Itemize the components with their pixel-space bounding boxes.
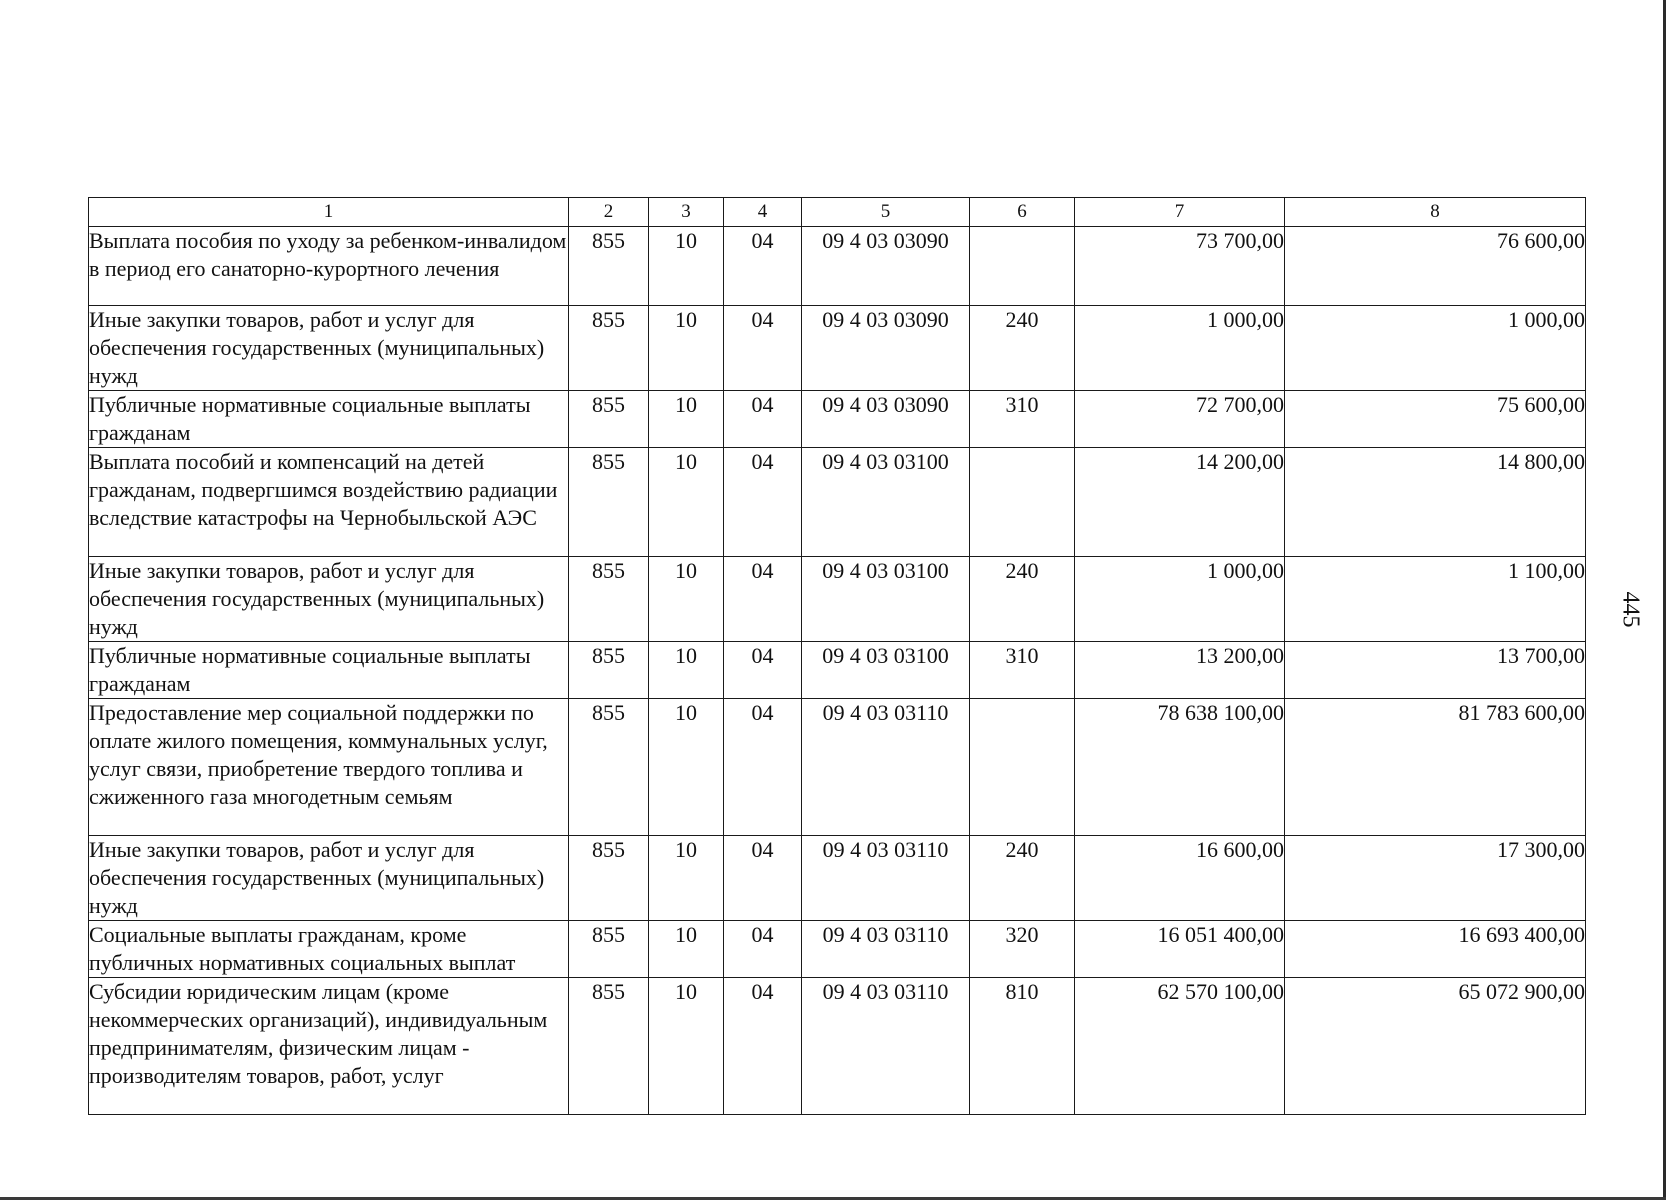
cell-col-4: 04 — [724, 699, 802, 836]
table-row — [89, 448, 1586, 557]
cell-col-2: 855 — [569, 391, 649, 448]
cell-col-6: 240 — [970, 836, 1075, 921]
cell-col-7: 13 200,00 — [1075, 642, 1285, 699]
cell-col-3: 10 — [649, 699, 724, 836]
cell-col-6 — [970, 227, 1075, 306]
cell-col-8: 17 300,00 — [1285, 836, 1586, 921]
column-header: 1 — [89, 198, 569, 227]
row-name: Предоставление мер социальной поддержки по оплате жилого помещения, коммунальных услуг, услуг связи, приобретение твердого топлива и сжиженного газа многодетным семьям — [89, 699, 569, 836]
cell-col-8: 16 693 400,00 — [1285, 921, 1586, 978]
column-header: 4 — [724, 198, 802, 227]
cell-col-5: 09 4 03 03110 — [802, 921, 970, 978]
row-name: Выплата пособия по уходу за ребенком-инвалидом в период его санаторно-курортного лечения — [89, 227, 569, 306]
page-number: 445 — [1617, 591, 1644, 628]
table-row — [89, 557, 1586, 642]
cell-col-6: 320 — [970, 921, 1075, 978]
cell-col-4: 04 — [724, 391, 802, 448]
cell-col-8: 65 072 900,00 — [1285, 978, 1586, 1115]
cell-col-2: 855 — [569, 699, 649, 836]
cell-col-3: 10 — [649, 306, 724, 391]
column-header: 8 — [1285, 198, 1586, 227]
cell-col-5: 09 4 03 03100 — [802, 557, 970, 642]
table-row — [89, 391, 1586, 448]
cell-col-8: 14 800,00 — [1285, 448, 1586, 557]
header-row — [89, 198, 1586, 227]
budget-table — [88, 197, 1586, 1115]
cell-col-8: 1 100,00 — [1285, 557, 1586, 642]
row-name: Публичные нормативные социальные выплаты гражданам — [89, 391, 569, 448]
cell-col-3: 10 — [649, 642, 724, 699]
cell-col-2: 855 — [569, 642, 649, 699]
row-name: Иные закупки товаров, работ и услуг для обеспечения государственных (муниципальных) нужд — [89, 306, 569, 391]
cell-col-8: 75 600,00 — [1285, 391, 1586, 448]
cell-col-6: 240 — [970, 557, 1075, 642]
cell-col-2: 855 — [569, 227, 649, 306]
cell-col-7: 72 700,00 — [1075, 391, 1285, 448]
cell-col-2: 855 — [569, 306, 649, 391]
cell-col-7: 78 638 100,00 — [1075, 699, 1285, 836]
cell-col-4: 04 — [724, 448, 802, 557]
row-name: Социальные выплаты гражданам, кроме публичных нормативных социальных выплат — [89, 921, 569, 978]
cell-col-3: 10 — [649, 557, 724, 642]
cell-col-3: 10 — [649, 978, 724, 1115]
cell-col-4: 04 — [724, 557, 802, 642]
column-header: 5 — [802, 198, 970, 227]
cell-col-8: 1 000,00 — [1285, 306, 1586, 391]
cell-col-2: 855 — [569, 978, 649, 1115]
cell-col-4: 04 — [724, 921, 802, 978]
row-name: Иные закупки товаров, работ и услуг для обеспечения государственных (муниципальных) нужд — [89, 557, 569, 642]
cell-col-5: 09 4 03 03090 — [802, 306, 970, 391]
cell-col-6 — [970, 699, 1075, 836]
cell-col-7: 1 000,00 — [1075, 306, 1285, 391]
cell-col-5: 09 4 03 03100 — [802, 642, 970, 699]
cell-col-8: 81 783 600,00 — [1285, 699, 1586, 836]
table-row — [89, 306, 1586, 391]
row-name: Публичные нормативные социальные выплаты гражданам — [89, 642, 569, 699]
cell-col-2: 855 — [569, 836, 649, 921]
cell-col-3: 10 — [649, 836, 724, 921]
column-header: 3 — [649, 198, 724, 227]
cell-col-7: 62 570 100,00 — [1075, 978, 1285, 1115]
cell-col-4: 04 — [724, 978, 802, 1115]
cell-col-2: 855 — [569, 448, 649, 557]
cell-col-6: 240 — [970, 306, 1075, 391]
cell-col-7: 16 051 400,00 — [1075, 921, 1285, 978]
cell-col-5: 09 4 03 03110 — [802, 978, 970, 1115]
row-name: Иные закупки товаров, работ и услуг для обеспечения государственных (муниципальных) нужд — [89, 836, 569, 921]
cell-col-6: 810 — [970, 978, 1075, 1115]
cell-col-5: 09 4 03 03100 — [802, 448, 970, 557]
cell-col-4: 04 — [724, 227, 802, 306]
cell-col-2: 855 — [569, 921, 649, 978]
row-name: Субсидии юридическим лицам (кроме некоммерческих организаций), индивидуальным предпринимателям, физическим лицам - производителям товаров, работ, услуг — [89, 978, 569, 1115]
table-row — [89, 921, 1586, 978]
cell-col-4: 04 — [724, 836, 802, 921]
cell-col-5: 09 4 03 03090 — [802, 391, 970, 448]
column-header: 6 — [970, 198, 1075, 227]
cell-col-5: 09 4 03 03090 — [802, 227, 970, 306]
cell-col-8: 76 600,00 — [1285, 227, 1586, 306]
table-row — [89, 836, 1586, 921]
cell-col-2: 855 — [569, 557, 649, 642]
table-row — [89, 227, 1586, 306]
cell-col-3: 10 — [649, 448, 724, 557]
cell-col-5: 09 4 03 03110 — [802, 836, 970, 921]
cell-col-7: 14 200,00 — [1075, 448, 1285, 557]
cell-col-3: 10 — [649, 921, 724, 978]
cell-col-5: 09 4 03 03110 — [802, 699, 970, 836]
cell-col-7: 16 600,00 — [1075, 836, 1285, 921]
cell-col-6: 310 — [970, 642, 1075, 699]
cell-col-6: 310 — [970, 391, 1075, 448]
table-row — [89, 699, 1586, 836]
cell-col-4: 04 — [724, 642, 802, 699]
column-header: 2 — [569, 198, 649, 227]
row-name: Выплата пособий и компенсаций на детей гражданам, подвергшимся воздействию радиации вследствие катастрофы на Чернобыльской АЭС — [89, 448, 569, 557]
cell-col-3: 10 — [649, 391, 724, 448]
cell-col-8: 13 700,00 — [1285, 642, 1586, 699]
cell-col-7: 73 700,00 — [1075, 227, 1285, 306]
column-header: 7 — [1075, 198, 1285, 227]
cell-col-6 — [970, 448, 1075, 557]
cell-col-7: 1 000,00 — [1075, 557, 1285, 642]
cell-col-3: 10 — [649, 227, 724, 306]
table-row — [89, 642, 1586, 699]
cell-col-4: 04 — [724, 306, 802, 391]
table-row — [89, 978, 1586, 1115]
